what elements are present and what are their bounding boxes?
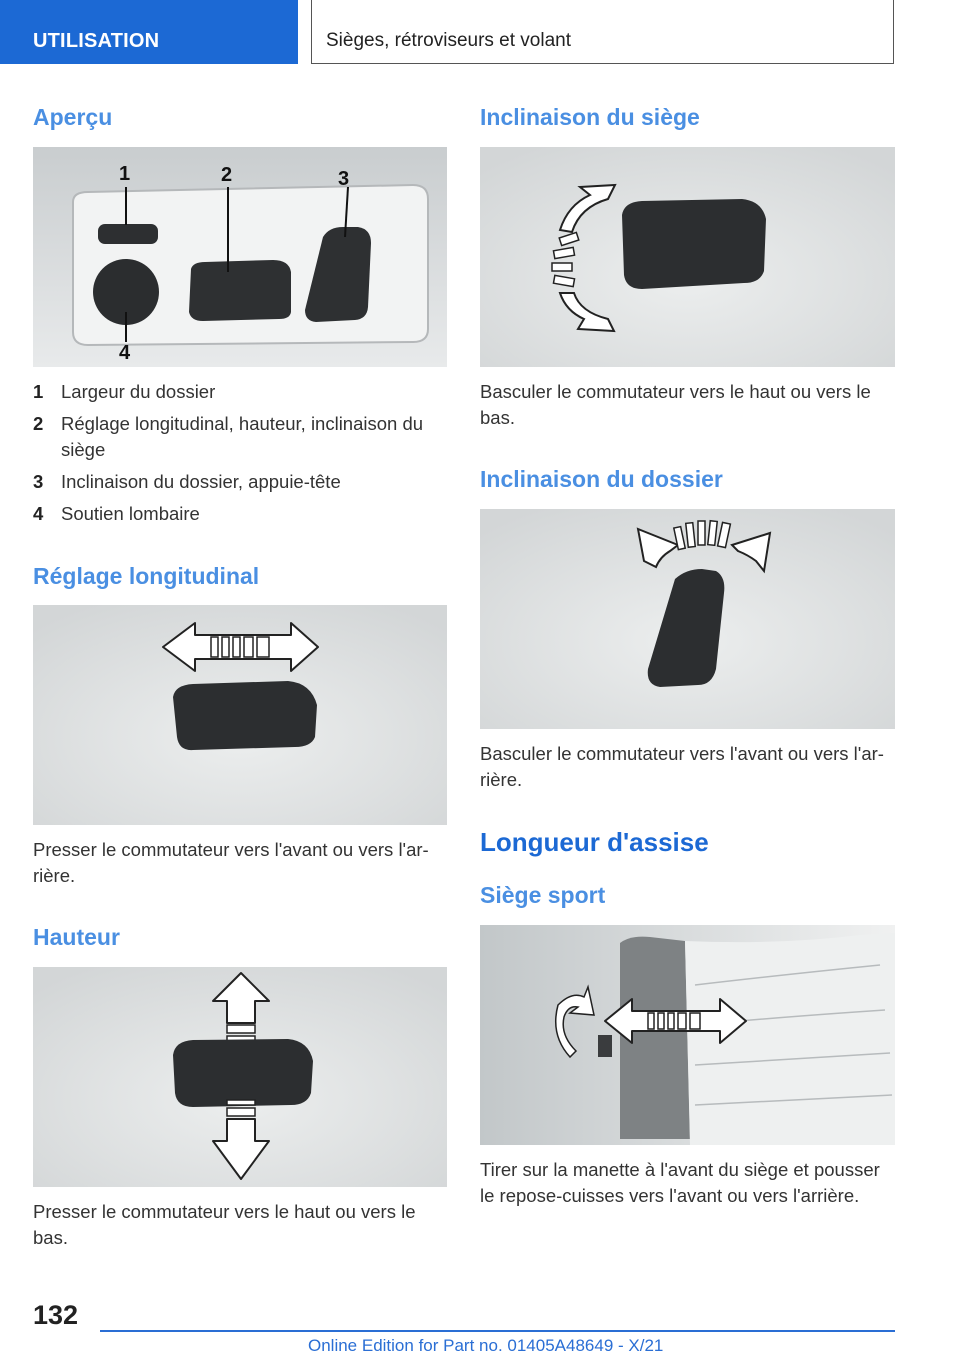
section-title: Sièges, rétroviseurs et volant — [326, 30, 572, 51]
image-seat-tilt — [480, 147, 895, 367]
page-number: 132 — [33, 1300, 79, 1330]
heading-seat-tilt: Inclinaison du siège — [480, 104, 700, 130]
image-height — [33, 967, 447, 1187]
paragraph-backrest-tilt-1: Basculer le commutateur vers l'avant ou vers l'ar- — [480, 743, 884, 764]
paragraph-height-1: Presser le commutateur vers le haut ou vers le — [33, 1201, 416, 1222]
paragraph-height-2: bas. — [33, 1227, 68, 1248]
callout-4: 4 — [119, 342, 131, 364]
paragraph-seat-length-2: le repose-cuisses vers l'avant ou vers l'arrière. — [480, 1185, 860, 1206]
paragraph-seat-tilt-1: Basculer le commutateur vers le haut ou vers le — [480, 381, 871, 402]
footer-divider — [100, 1330, 895, 1332]
chapter-tab — [0, 0, 298, 64]
heading-overview: Aperçu — [33, 104, 113, 130]
paragraph-backrest-tilt-2: rière. — [480, 769, 523, 790]
callout-1: 1 — [119, 163, 131, 185]
image-backrest-tilt — [480, 509, 895, 729]
paragraph-seat-length-1: Tirer sur la manette à l'avant du siège et pousser — [480, 1159, 880, 1180]
image-seat-length — [480, 925, 895, 1145]
callout-3: 3 — [338, 168, 350, 190]
heading-seat-length: Longueur d'assise — [480, 827, 709, 857]
image-seat-controls-overview — [33, 147, 447, 367]
image-longitudinal — [33, 605, 447, 825]
paragraph-longitudinal-1: Presser le commutateur vers l'avant ou vers l'ar- — [33, 839, 429, 860]
heading-longitudinal: Réglage longitudinal — [33, 563, 260, 589]
chapter-label: UTILISATION — [33, 30, 160, 52]
heading-height: Hauteur — [33, 924, 120, 950]
subheading-sport-seat: Siège sport — [480, 882, 606, 908]
callout-2: 2 — [221, 164, 233, 186]
section-title-box — [311, 0, 894, 64]
footer-edition: Online Edition for Part no. 01405A48649 - X/21 — [308, 1336, 664, 1355]
heading-backrest-tilt: Inclinaison du dossier — [480, 466, 723, 492]
paragraph-seat-tilt-2: bas. — [480, 407, 515, 428]
paragraph-longitudinal-2: rière. — [33, 865, 76, 886]
